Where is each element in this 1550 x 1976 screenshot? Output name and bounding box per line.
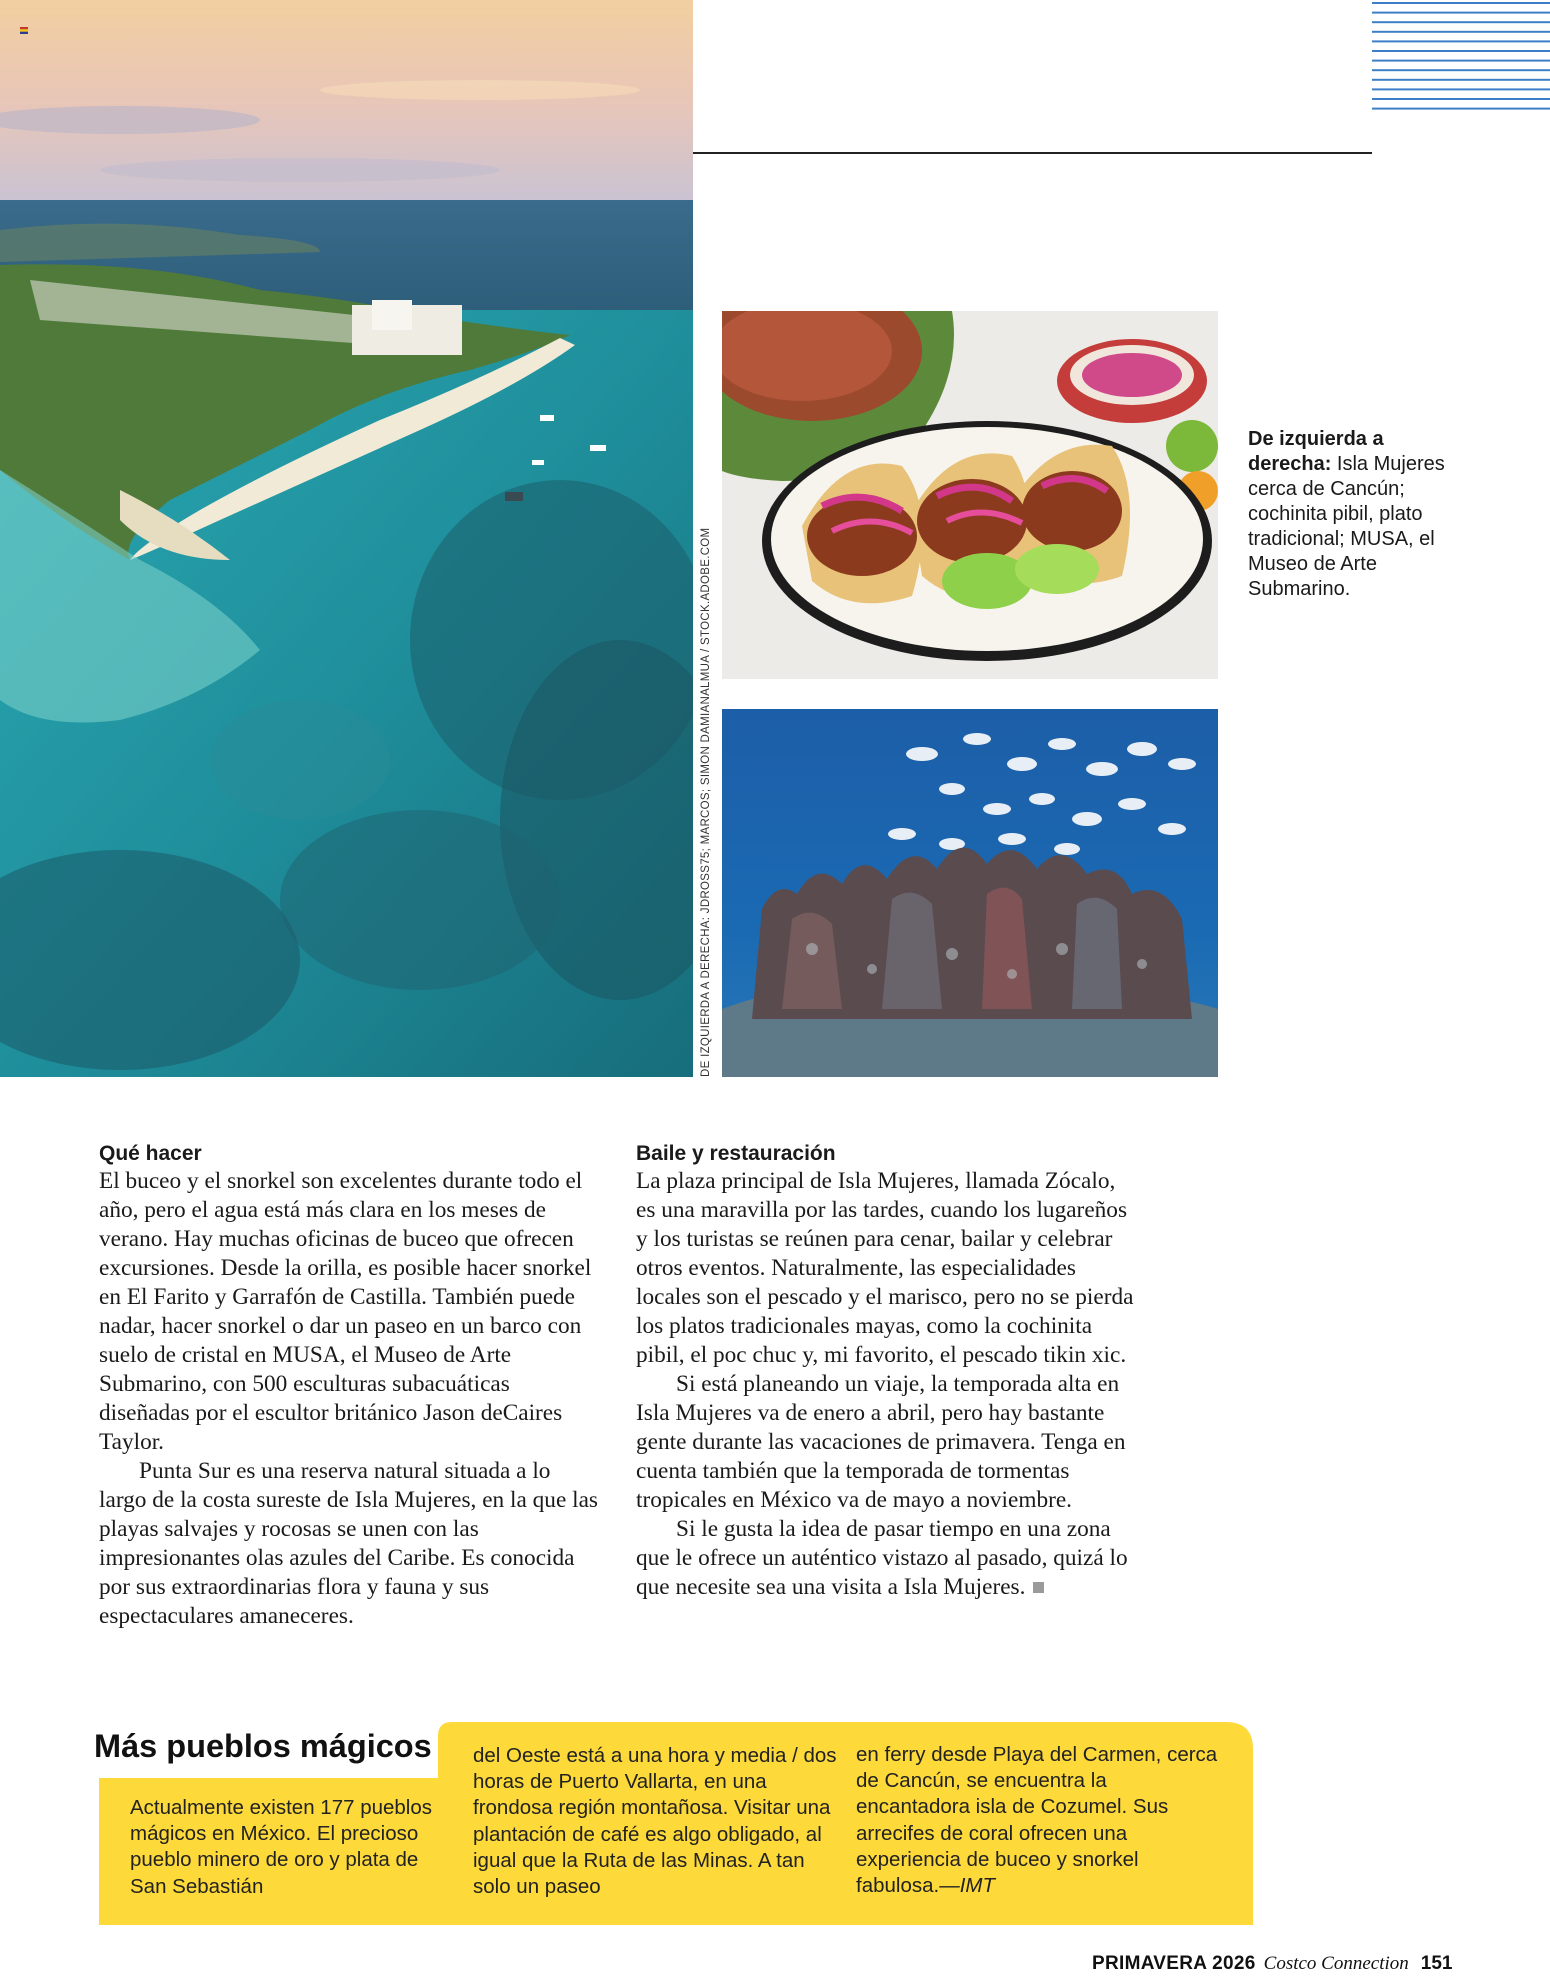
photo-caption [1248, 427, 1458, 602]
stripe-line [1372, 98, 1550, 100]
sidebar-column-1: Actualmente existen 177 pueblos mágicos en México. El precioso pueblo minero de oro y plata de San Sebastián [130, 1796, 433, 1898]
stripe-line [1372, 2, 1550, 4]
body-paragraph-final [636, 1515, 1136, 1602]
aerial-photo-isla-mujeres [0, 0, 693, 1077]
section-heading: Qué hacer [99, 1142, 202, 1165]
stripe-line [1372, 21, 1550, 23]
stripe-line [1372, 88, 1550, 90]
body-paragraph: El buceo y el snorkel son excelentes durante todo el año, pero el agua está más clara en los meses de verano. Hay muchas oficinas de buceo que ofrecen excursiones. Desde la orilla, es posible hacer snorkel en El Farito y Garrafón de Castilla. También puede nadar, hacer snorkel o dar un paseo en un barco con suelo de cristal en MUSA, el Museo de Arte Submarino, con 500 esculturas subacuáticas diseñadas por el escultor británico Jason deCaires Taylor. [99, 1168, 592, 1455]
stripe-line [1372, 40, 1550, 42]
sidebar-column-3 [856, 1742, 1226, 1899]
stripe-line [1372, 108, 1550, 110]
stripe-line [1372, 31, 1550, 33]
body-paragraph: La plaza principal de Isla Mujeres, llamada Zócalo, es una maravilla por las tardes, cuando los lugareños y los turistas se reúnen para cenar, bailar y celebrar otros eventos. Naturalmente, las especialidades locales son el pescado y el marisco, pero no se pierda los platos tradicionales mayas, como la cochinita pibil, el poc chuc y, mi favorito, el pescado tikin xic. [636, 1168, 1134, 1368]
stripe-line [1372, 69, 1550, 71]
photo-credit: DE IZQUIERDA A DERECHA: JDROSS75; MARCOS; SIMON DAMIANALMUA / STOCK.ADOBE.COM [700, 527, 712, 1077]
page-footer [1092, 1952, 1452, 1976]
caption-text: Isla Mujeres cerca de Cancún; cochinita pibil, plato tradicional; MUSA, el Museo de Arte Submarino. [1248, 453, 1445, 600]
footer-magazine: Costco Connection [1263, 1953, 1409, 1974]
stripe-line [1372, 50, 1550, 52]
section-heading: Baile y restauración [636, 1142, 836, 1165]
end-mark-icon [1033, 1582, 1044, 1593]
musa-underwater-museum-photo [722, 709, 1218, 1077]
stripe-line [1372, 60, 1550, 62]
caption-lead: De izquierda a derecha: [1248, 428, 1384, 475]
body-paragraph: Punta Sur es una reserva natural situada a lo largo de la costa sureste de Isla Mujeres, en la que las playas salvajes y rocosas se unen con las impresionantes olas azules del Caribe. Es conocida por sus extraordinarias flora y fauna y sus espectaculares amaneceres. [99, 1458, 598, 1629]
page-number: 151 [1420, 1953, 1453, 1974]
stripe-line [1372, 79, 1550, 81]
section-que-hacer [99, 1141, 599, 1631]
decorative-blue-stripes [1372, 0, 1550, 118]
sidebar-title: Más pueblos mágicos [94, 1728, 432, 1764]
author-signature: —IMT [939, 1874, 995, 1898]
stripe-line [1372, 12, 1550, 14]
section-baile-restauracion [636, 1141, 1136, 1602]
sidebar-column-3-text: en ferry desde Playa del Carmen, cerca de Cancún, se encuentra la encantadora isla de Cozumel. Sus arrecifes de coral ofrecen una experiencia de buceo y snorkel fabulosa. [856, 1743, 1218, 1898]
final-paragraph-text: Si le gusta la idea de pasar tiempo en una zona que le ofrece un auténtico vistazo al pasado, quizá lo que necesite sea una visita a Isla Mujeres. [636, 1516, 1128, 1600]
cochinita-pibil-photo [722, 311, 1218, 679]
flag-icon [20, 21, 28, 28]
sidebar-column-2: del Oeste está a una hora y media / dos horas de Puerto Vallarta, en una frondosa región montañosa. Visitar una plantación de café es algo obligado, al igual que la Ruta de las Minas. A tan solo un paseo [473, 1744, 837, 1899]
header-rule [693, 152, 1372, 154]
footer-season: PRIMAVERA 2026 [1092, 1953, 1256, 1974]
body-paragraph: Si está planeando un viaje, la temporada alta en Isla Mujeres va de enero a abril, pero hay bastante gente durante las vacaciones de primavera. Tenga en cuenta también que la temporada de tormentas tropicales en México va de mayo a noviembre. [636, 1371, 1126, 1513]
